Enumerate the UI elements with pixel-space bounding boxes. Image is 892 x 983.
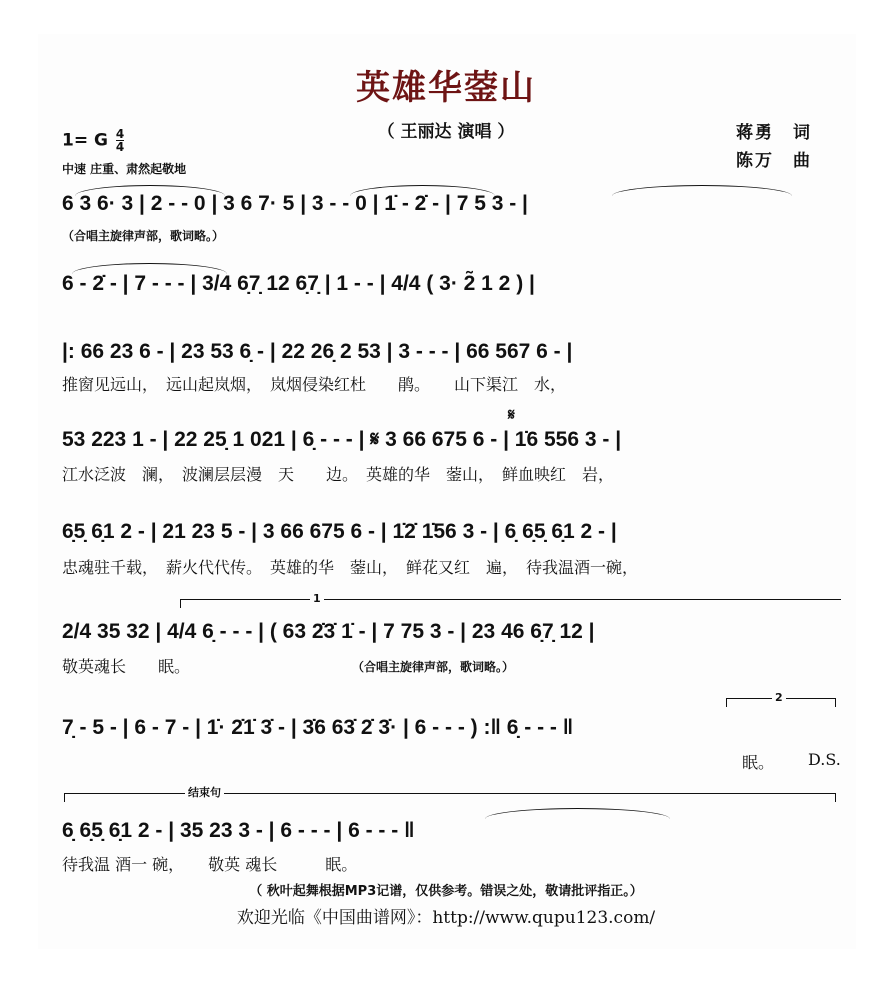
lyrics-row-7: 眠。 bbox=[742, 753, 775, 772]
staff-row-4: 53 223 1 - | 22 25̣ 1 021 | 6̣ - - - | 𝄋 3 66 675 6 - | 1̇6 556 3 - | bbox=[62, 428, 622, 451]
lyrics-row-5: 忠魂驻千载， 薪火代代传。 英雄的华 蓥山， 鲜花又红 遍， 待我温酒一碗， bbox=[62, 558, 639, 577]
ending-bracket bbox=[64, 793, 836, 802]
staff-row-7: 7̣ - 5 - | 6 - 7 - | 1̇· 2̇1̇ 3̇ - | 3̇6 63̇ 2̇ 3̇· | 6 - - - ) :‖ 6̣ - - - ‖ bbox=[62, 716, 574, 739]
lyrics-row-4: 江水泛波 澜， 波澜层层漫 天 边。 英雄的华 蓥山， 鲜血映红 岩， bbox=[62, 465, 615, 484]
key-signature bbox=[62, 128, 126, 153]
volta-bracket-1 bbox=[180, 599, 841, 608]
page-title: 英雄华蓥山 bbox=[356, 68, 536, 108]
lyricist-credit: 蒋勇 词 bbox=[736, 123, 812, 143]
volta-label-1: 1 bbox=[310, 592, 324, 605]
lyrics-row-3: 推窗见远山， 远山起岚烟， 岚烟侵染红杜 鹃。 山下渠江 水， bbox=[62, 375, 567, 394]
staff-row-3: |: 66 23 6 - | 23 53 6̣ - | 22 26̣ 2 53 | 3 - - - | 66 567 6 - | bbox=[62, 340, 573, 363]
lyrics-row-1: （合唱主旋律声部，歌词略。） bbox=[62, 229, 225, 243]
composer-credit: 陈万 曲 bbox=[736, 151, 812, 171]
key-label: 1= G bbox=[62, 130, 108, 151]
transcription-note: （ 秋叶起舞根据MP3记谱，仅供参考。错误之处，敬请批评指正。） bbox=[249, 884, 643, 899]
staff-row-5: 6̣5̣ 6̣1 2 - | 21 23 5 - | 3 66 675 6 - | 1̇2̇ 1̇56 3 - | 6̣ 6̣5̣ 6̣1 2 - | bbox=[62, 520, 617, 543]
staff-row-6: 2/4 35 32 | 4/4 6̣ - - - | ( 63 2̇3̇ 1̇ - | 7 75 3 - | 23 46 6̣7̣ 12 | bbox=[62, 620, 595, 643]
lyrics-row-6: 敬英魂长 眠。 bbox=[62, 657, 191, 676]
staff-row-1: 6 3 6· 3 | 2 - - 0 | 3 6 7· 5 | 3 - - 0 | 1̇ - 2̇ - | 7 5 3 - | bbox=[62, 192, 528, 215]
ending-label: 结束句 bbox=[185, 784, 224, 800]
lyrics-row-8: 待我温 酒一 碗， 敬英 魂长 眠。 bbox=[62, 855, 358, 874]
dal-segno-label: D.S. bbox=[808, 750, 841, 769]
tempo-marking: 中速 庄重、肃然起敬地 bbox=[62, 162, 187, 176]
chorus-note: （合唱主旋律声部，歌词略。） bbox=[352, 660, 515, 674]
staff-row-8: 6̣ 6̣5̣ 6̣1 2 - | 35 23 3 - | 6 - - - | 6 - - - ‖ bbox=[62, 819, 415, 842]
time-signature: $\frac{4}{4}$ bbox=[115, 127, 125, 154]
segno-icon: 𝄋 bbox=[508, 405, 515, 424]
volta-label-2: 2 bbox=[772, 691, 786, 704]
site-credit: 欢迎光临《中国曲谱网》：http://www.qupu123.com/ bbox=[236, 908, 656, 928]
singer-credit: （ 王丽达 演唱 ） bbox=[377, 122, 515, 142]
staff-row-2: 6 - 2̇ - | 7 - - - | 3/4 6̣7̣ 12 6̣7̣ | 1 - - | 4/4 ( 3· 2̃ 1 2 ) | bbox=[62, 272, 535, 295]
